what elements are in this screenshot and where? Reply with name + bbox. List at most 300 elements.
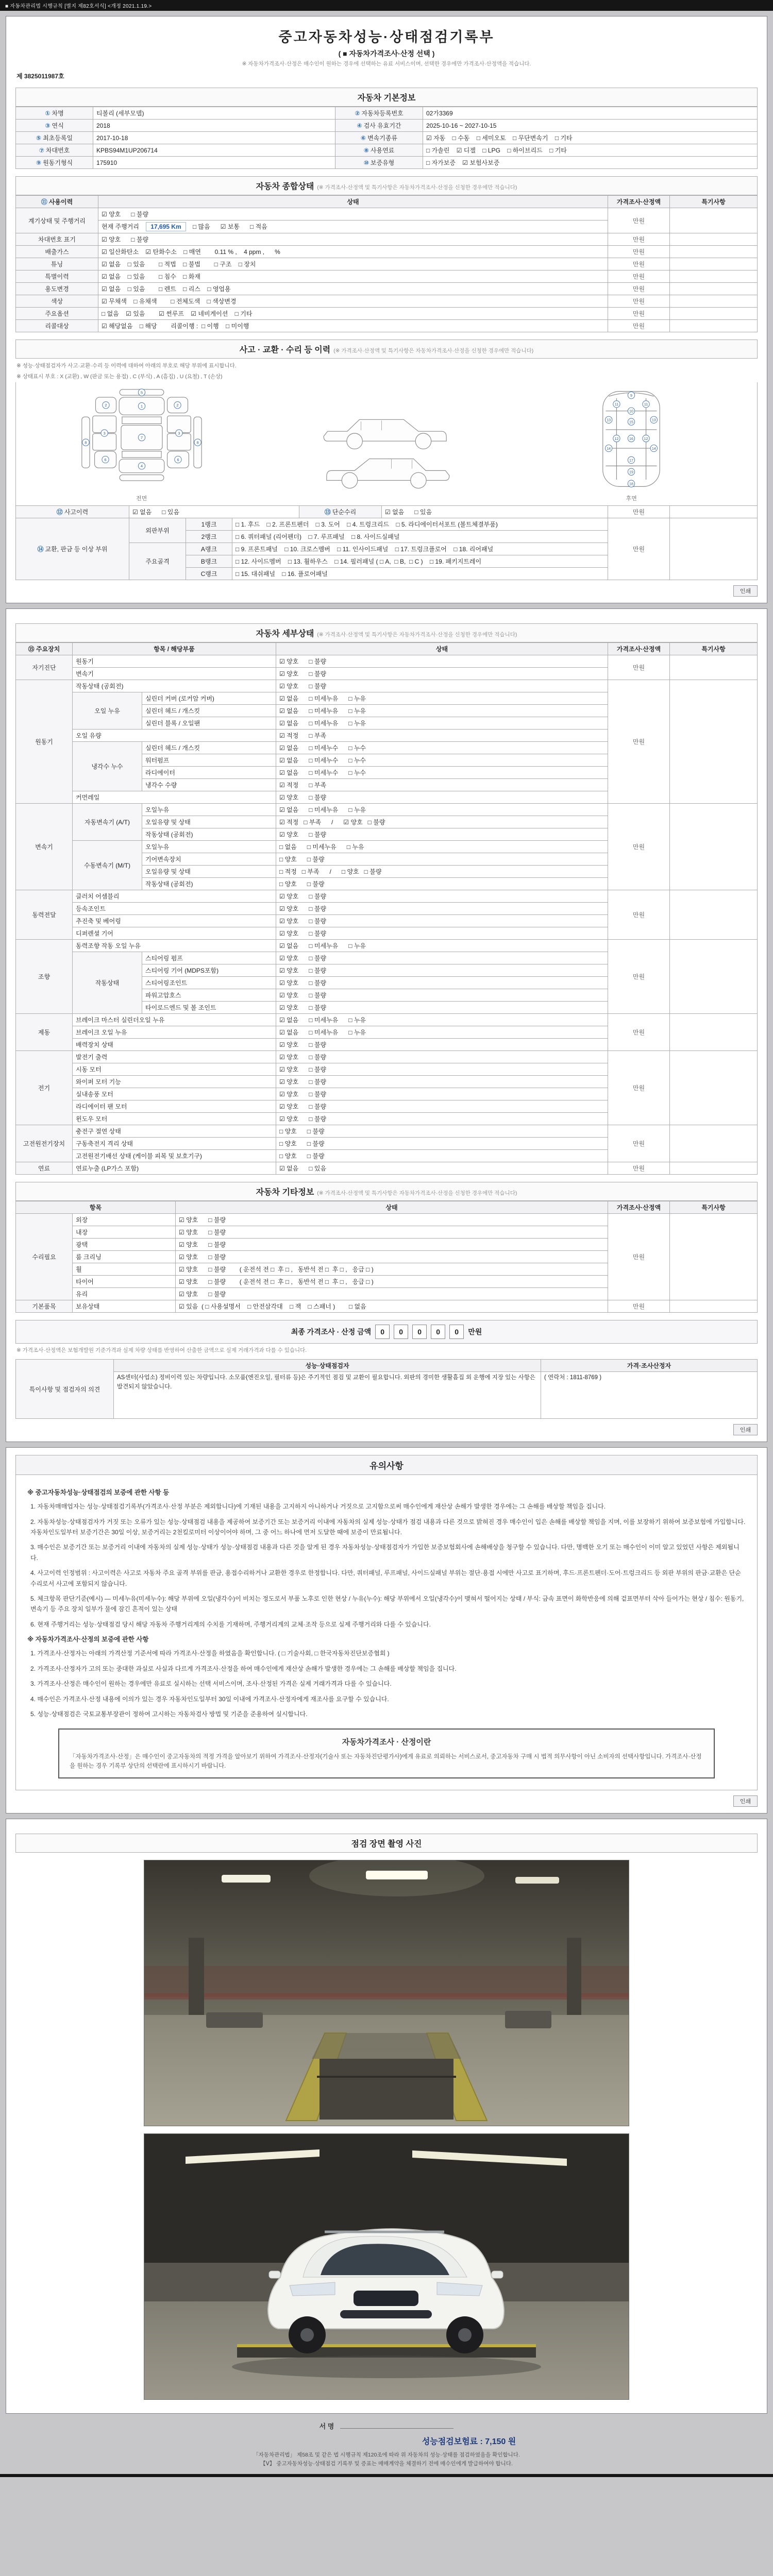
- item-name: 룸 크리닝: [73, 1251, 176, 1263]
- note-cell: [670, 518, 758, 580]
- note-cell: [670, 506, 758, 518]
- item-name: 타이어: [73, 1276, 176, 1288]
- status-checkboxes: ☑ 적정 □ 부족: [276, 730, 608, 742]
- price-digit: 0: [431, 1325, 445, 1339]
- item-name: 실린더 헤드 / 개스킷: [142, 705, 276, 717]
- price-cell: 만원: [608, 1125, 670, 1162]
- field-label: 특별이력: [16, 270, 98, 283]
- row: [16, 1125, 758, 1138]
- item-name: 작동상태 (공회전): [142, 878, 276, 890]
- row: [16, 233, 758, 246]
- svg-text:17: 17: [629, 458, 634, 463]
- mileage-label: 현재 주행거리: [102, 223, 139, 230]
- note-cell: [670, 940, 758, 1014]
- footer-line: 「자동차관리법」 제58조 및 같은 법 시행규칙 제120조에 따라 위 자동차의 성능·상태를 점검하였음을 확인합니다.: [253, 2451, 520, 2458]
- item-name: 오일누유: [142, 841, 276, 853]
- final-price-label: 최종 가격조사 · 산정 금액: [291, 1328, 372, 1336]
- item-name: 타이로드엔드 및 볼 조인트: [142, 1002, 276, 1014]
- price-cell: 만원: [608, 258, 670, 270]
- col-header: 가격조사·산정액: [608, 643, 670, 655]
- notice-item: 6. 현재 주행거리는 성능·상태점검 당시 해당 자동차 주행거리계의 수치를 기재하며, 주행거리계의 교체·조작 등으로 실제 주행거리와 다를 수 있습니다.: [30, 1620, 431, 1628]
- col-header: 상태: [176, 1201, 608, 1214]
- row: [16, 157, 758, 169]
- row: [16, 1372, 758, 1419]
- opinion-label: 특이사항 및 점검자의 의견: [16, 1360, 114, 1419]
- svg-text:12: 12: [644, 436, 648, 441]
- row: [16, 518, 758, 531]
- note-cell: [670, 320, 758, 332]
- price-cell: 만원: [608, 655, 670, 680]
- item-name: 원동기: [73, 655, 276, 668]
- field-label: ① 차명: [16, 107, 93, 120]
- checkbox-group: □ 없음 ☑ 있음 ☑ 썬루프 ☑ 네비게이션 □ 기타: [98, 308, 608, 320]
- svg-text:14: 14: [652, 446, 657, 451]
- col-header: ⑪ 사용이력: [16, 196, 98, 208]
- svg-text:12: 12: [614, 436, 619, 441]
- checkbox-group: ☑ 해당없음 □ 해당 리콜이행 : □ 이행 □ 미이행: [98, 320, 608, 332]
- status-checkboxes: ☑ 양호 □ 불량: [176, 1251, 608, 1263]
- status-checkboxes: □ 없음 □ 미세누유 □ 누유: [276, 841, 608, 853]
- final-price-row: [15, 1320, 758, 1344]
- checkbox-group: ☑ 없음 □ 있음 □ 렌트 □ 리스 □ 영업용: [98, 283, 608, 295]
- notice-subsection-title: ※ 중고자동차성능·상태점검의 보증에 관한 사항 등: [27, 1489, 170, 1496]
- status-checkboxes: ☑ 양호 □ 불량: [276, 1002, 608, 1014]
- col-header: 특기사항: [670, 1201, 758, 1214]
- item-name: 내장: [73, 1226, 176, 1239]
- field-label: ⑭ 교환, 판금 등 이상 부위: [16, 518, 129, 580]
- section-note: (※ 가격조사·산정액 및 특기사항은 자동차가격조사·산정을 신청한 경우에만 적습니다): [317, 184, 517, 191]
- notice-item: 2. 자동차성능·상태점검자가 거짓 또는 오류가 있는 성능·상태점검 내용을 제공하여 보증기간 또는 보증거리 이내에 자동차의 실제 성능·상태가 점검 내용과 다른 것으로 밝혀진 경우 매수인이 입은 손해를 배상할 책임을 지며, 이를 보장하기 위하여 보증보험에 가입합니다. 자동차인도일부터 보증기간은 30일 이상, 보증거리는 2천킬로미터 이상이어야 하며, 그 중 어느 하나에 먼저 도달한 때에 보증이 만료됩니다.: [30, 1518, 746, 1536]
- section-note: (※ 가격조사·산정액 및 특기사항은 자동차가격조사·산정을 신청한 경우에만 적습니다): [317, 632, 517, 638]
- device-group-label: 동력전달: [16, 890, 73, 940]
- item-subgroup: 냉각수 누수: [73, 742, 142, 791]
- item-name: 작동상태 (공회전): [73, 680, 276, 692]
- item-name: 라디에이터 팬 모터: [73, 1100, 276, 1113]
- notice-item: 5. 성능·상태점검은 국토교통부장관이 정하여 고시하는 자동차검사 방법 및 기준을 준용하여 실시합니다.: [30, 1710, 308, 1718]
- note-cell: [670, 1162, 758, 1175]
- note-cell: [670, 890, 758, 940]
- group-label: 기본품목: [16, 1300, 73, 1313]
- inspection-photo-vehicle-on-lift: [144, 2133, 629, 2400]
- status-checkboxes: ☑ 양호 □ 불량 ( 운전석 전 □ 후 □ , 동반석 전 □ 후 □ , 응급 □ ): [176, 1263, 608, 1276]
- form-code-text: ■ 자동차관리법 시행규칙 [별지 제82호서식] <개정 2021.1.19.>: [5, 4, 152, 9]
- field-label: ③ 연식: [16, 120, 93, 132]
- car-diagram-side: [309, 392, 464, 500]
- price-unit: 만원: [468, 1328, 482, 1336]
- status-checkboxes: ☑ 양호 □ 불량: [276, 1113, 608, 1125]
- item-name: 파워고압호스: [142, 989, 276, 1002]
- col-header: 특기사항: [670, 643, 758, 655]
- status-checkboxes: □ 양호 □ 불량: [276, 1138, 608, 1150]
- note-cell: [670, 208, 758, 233]
- panel-photos: [6, 1819, 767, 2414]
- svg-text:15: 15: [629, 420, 634, 425]
- status-checkboxes: ☑ 없음 □ 미세누유 □ 누유: [276, 804, 608, 816]
- field-value: 2025-10-16 ~ 2027-10-15: [423, 120, 758, 132]
- rear-label: 후면: [626, 496, 637, 502]
- signature-field[interactable]: [340, 2421, 453, 2429]
- bottom-edge-bar: [0, 2474, 773, 2477]
- accident-flags-table: [15, 505, 758, 518]
- item-name: 오일누유: [142, 804, 276, 816]
- svg-text:7: 7: [140, 435, 143, 440]
- checkbox-group: ☑ 무채색 □ 유채색 □ 전체도색 □ 색상변경: [98, 295, 608, 308]
- form-code-bar: [0, 0, 773, 11]
- item-name: 오일유량 및 상태: [142, 816, 276, 828]
- svg-text:11: 11: [615, 402, 619, 407]
- mileage-value: 17,695 Km: [146, 222, 186, 231]
- row: [16, 196, 758, 208]
- field-number: ②: [355, 110, 360, 117]
- item-name: 스티어링조인트: [142, 977, 276, 989]
- field-label: 주요옵션: [16, 308, 98, 320]
- status-checkboxes: □ 적정 □ 부족 / □ 양호 □ 불량: [276, 866, 608, 878]
- box-title: 자동차가격조사 · 산정이란: [342, 1738, 431, 1747]
- status-checkboxes: ☑ 양호 □ 불량: [276, 903, 608, 915]
- device-group-label: 변속기: [16, 804, 73, 890]
- inspector-opinion-text: AS센터(사업소) 정비이력 있는 차량입니다. 소모품(엔진오일, 필터류 등)은 주기적인 점검 및 교환이 필요합니다. 외판의 경미한 생활흠집 외 운행에 지장 있는 사항은 발견되지 않았습니다.: [114, 1372, 541, 1419]
- section-note: (※ 가격조사·산정액 및 특기사항은 자동차가격조사·산정을 신청한 경우에만 적습니다): [333, 348, 534, 354]
- section-title: 자동차 기본정보: [357, 94, 416, 103]
- item-name: 클러치 어셈블리: [73, 890, 276, 903]
- item-name: 작동상태 (공회전): [142, 828, 276, 841]
- field-label: 계기상태 및 주행거리: [16, 208, 98, 233]
- status-checkboxes: ☑ 양호 □ 불량: [176, 1239, 608, 1251]
- item-name: 휠: [73, 1263, 176, 1276]
- item-name: 보유상태: [73, 1300, 176, 1313]
- price-digit: 0: [375, 1325, 390, 1339]
- box-text: 「자동차가격조사·산정」은 매수인이 중고자동차의 적정 가격을 알아보기 위하여 가격조사·산정자(기술사 또는 자동차진단평가사)에게 유료로 의뢰하는 서비스로서, 중고자동차 구매 시 법적 의무사항이 아닌 소비자의 선택사항입니다. 가격조사·산정을 원하는 경우 기록부 상단의 선택란에 표시하시기 바랍니다.: [70, 1753, 702, 1770]
- checkbox-group: □ 많음 ☑ 보통 □ 적음: [192, 223, 267, 230]
- item-name: 브레이크 오일 누유: [73, 1026, 276, 1039]
- device-group-label: 연료: [16, 1162, 73, 1175]
- field-label: ② 자동차등록번호: [335, 107, 423, 120]
- status-checkboxes: ☑ 없음 □ 미세누유 □ 누유: [276, 705, 608, 717]
- row: [16, 804, 758, 816]
- svg-text:3: 3: [103, 431, 106, 436]
- item-name: 워터펌프: [142, 754, 276, 767]
- section-title: 자동차 세부상태: [256, 630, 314, 638]
- notice-subsection-title: ※ 자동차가격조사·산정의 보증에 관한 사항: [27, 1636, 149, 1643]
- item-name: 광택: [73, 1239, 176, 1251]
- field-value: 2017-10-18: [93, 132, 335, 144]
- svg-text:16: 16: [629, 436, 634, 441]
- svg-text:13: 13: [652, 418, 657, 422]
- notice-item: 4. 사고이력 인정범위 : 사고이력은 사고로 자동차 주요 골격 부위를 판금, 용접수리하거나 교환한 경우로 한정합니다. 다만, 쿼터패널, 루프패널, 사이드실패널 부위는 절단·용접 시에만 사고로 표기하며, 후드·프론트펜더·도어·트렁크리드 등 외판 부위의 판금·교환은 단순수리로서 사고에 포함되지 않습니다.: [30, 1569, 741, 1587]
- svg-text:14: 14: [607, 446, 611, 451]
- svg-text:4: 4: [140, 464, 143, 469]
- field-number: ①: [45, 110, 51, 117]
- print-button[interactable]: 인쇄: [733, 1424, 758, 1435]
- item-name: 변속기: [73, 668, 276, 680]
- row: [16, 246, 758, 258]
- print-button[interactable]: 인쇄: [733, 1795, 758, 1807]
- section-photos: [15, 1834, 758, 1853]
- status-checkboxes: ☑ 양호 □ 불량: [276, 952, 608, 964]
- col-header: 가격조사·산정액: [608, 196, 670, 208]
- price-cell: 만원: [608, 940, 670, 1014]
- item-name: 실린더 헤드 / 개스킷: [142, 742, 276, 754]
- item-name: 연료누출 (LP가스 포함): [73, 1162, 276, 1175]
- svg-text:9: 9: [630, 394, 633, 398]
- status-checkboxes: □ 양호 □ 불량: [276, 1125, 608, 1138]
- price-cell: 만원: [608, 208, 670, 233]
- field-value: 2018: [93, 120, 335, 132]
- svg-text:6: 6: [104, 457, 107, 462]
- price-cell: 만원: [608, 270, 670, 283]
- svg-text:1: 1: [140, 404, 143, 409]
- fee-value: 7,150 원: [485, 2437, 516, 2446]
- field-value: KPBS94M1UP206714: [93, 144, 335, 157]
- inspection-photo-lift-bay: [144, 1860, 629, 2126]
- status-checkboxes: ☑ 없음 □ 미세누유 □ 누유: [276, 717, 608, 730]
- price-cell: 만원: [608, 1051, 670, 1125]
- price-cell: 만원: [608, 890, 670, 940]
- item-subgroup: 오일 누유: [73, 692, 142, 730]
- row: [16, 680, 758, 692]
- status-checkboxes: ☑ 양호 □ 불량: [276, 1088, 608, 1100]
- device-group-label: 전기: [16, 1051, 73, 1125]
- field-label: 리콜대상: [16, 320, 98, 332]
- col-header: 가격·조사산정자: [541, 1360, 758, 1372]
- rank-label: 1랭크: [186, 518, 232, 531]
- field-label: 튜닝: [16, 258, 98, 270]
- row: [16, 940, 758, 952]
- row: [16, 132, 758, 144]
- rank-label: 2랭크: [186, 531, 232, 543]
- checkbox-group: ☑ 양호 □ 불량: [98, 233, 608, 246]
- section-title: 점검 장면 촬영 사진: [351, 1839, 422, 1849]
- item-name: 커먼레일: [73, 791, 276, 804]
- document-number: 제 3825011987호: [16, 73, 64, 80]
- note-cell: [670, 680, 758, 804]
- row: [16, 320, 758, 332]
- price-cell: 만원: [608, 506, 670, 518]
- front-label: 전면: [136, 496, 147, 502]
- status-checkboxes: ☑ 양호 □ 불량: [276, 680, 608, 692]
- car-diagram-exterior: [64, 387, 219, 504]
- svg-text:8: 8: [84, 440, 87, 445]
- status-checkboxes: ☑ 양호 □ 불량: [276, 1100, 608, 1113]
- item-name: 고전원전기배선 상태 (케이블 피복 및 보호기구): [73, 1150, 276, 1162]
- status-checkboxes: ☑ 양호 □ 불량: [276, 915, 608, 927]
- detail-state-table: [15, 642, 758, 1175]
- appraiser-opinion-text: ( 연락처 : 1811-8769 ): [541, 1372, 758, 1419]
- field-label: ⑤ 최초등록일: [16, 132, 93, 144]
- field-value: 175910: [93, 157, 335, 169]
- price-cell: 만원: [608, 283, 670, 295]
- checkbox-group: ☑ 없음 □ 있음: [382, 506, 608, 518]
- checkbox-group: ☑ 없음 □ 있음 □ 침수 □ 화재: [98, 270, 608, 283]
- note-cell: [670, 1014, 758, 1051]
- item-name: 라디에이터: [142, 767, 276, 779]
- col-header: 가격조사·산정액: [608, 1201, 670, 1214]
- notice-item: 4. 매수인은 가격조사·산정 내용에 이의가 있는 경우 자동차인도일부터 30일 이내에 가격조사·산정자에게 재조사를 요구할 수 있습니다.: [30, 1695, 389, 1703]
- field-label: 배출가스: [16, 246, 98, 258]
- group-label: 주요골격: [129, 543, 186, 580]
- basic-info-table: [15, 107, 758, 169]
- checkbox-group: □ 1. 후드 □ 2. 프론트펜더 □ 3. 도어 □ 4. 트렁크리드 □ 5. 라디에이터서포트 (볼트체결부품): [232, 518, 608, 531]
- section-title: 자동차 기타정보: [256, 1188, 314, 1197]
- item-name: 실린더 블록 / 오일팬: [142, 717, 276, 730]
- price-cell: 만원: [608, 680, 670, 804]
- price-cell: 만원: [608, 1214, 670, 1300]
- notice-item: 3. 매수인은 보증기간 또는 보증거리 이내에 자동차의 실제 성능·상태가 성능·상태점검 내용과 다른 것을 알게 된 경우 자동차성능·상태점검자가 가입한 보증보험회사에 손해배상을 청구할 수 있습니다. 다만, 명백한 오기 또는 매수인이 이미 알고 있었던 사항은 제외됩니다.: [30, 1544, 740, 1562]
- item-name: 등속조인트: [73, 903, 276, 915]
- price-cell: 만원: [608, 320, 670, 332]
- checkbox-group: □ 가솔린 ☑ 디젤 □ LPG □ 하이브리드 □ 기타: [423, 144, 758, 157]
- row: [16, 1214, 758, 1226]
- price-cell: 만원: [608, 518, 670, 580]
- col-header: 성능·상태점검자: [114, 1360, 541, 1372]
- row: [16, 208, 758, 221]
- checkbox-group: ☑ 없음 □ 있음 □ 적법 □ 불법 □ 구조 □ 장치: [98, 258, 608, 270]
- row: [16, 506, 758, 518]
- signature-box: [314, 2419, 459, 2433]
- note-cell: [670, 1051, 758, 1125]
- status-checkboxes: ☑ 없음 □ 미세누유 □ 누유: [276, 692, 608, 705]
- col-header: 상태: [276, 643, 608, 655]
- row: [16, 120, 758, 132]
- price-cell: 만원: [608, 246, 670, 258]
- device-group-label: 제동: [16, 1014, 73, 1051]
- field-label: 차대번호 표기: [16, 233, 98, 246]
- note-cell: [670, 283, 758, 295]
- item-name: 배력장치 상태: [73, 1039, 276, 1051]
- mileage-cell: [98, 221, 608, 233]
- section-etc-info: [15, 1182, 758, 1201]
- note-cell: [670, 308, 758, 320]
- section-note: (※ 가격조사·산정액 및 특기사항은 자동차가격조사·산정을 신청한 경우에만 적습니다): [317, 1190, 517, 1196]
- field-label: ⑬ 단순수리: [299, 506, 382, 518]
- status-checkboxes: □ 양호 □ 불량: [276, 878, 608, 890]
- price-survey-definition-box: [58, 1728, 715, 1778]
- field-label: ⑨ 원동기형식: [16, 157, 93, 169]
- status-checkboxes: ☑ 양호 □ 불량: [276, 964, 608, 977]
- field-value: 02가3369: [423, 107, 758, 120]
- item-name: 실내송풍 모터: [73, 1088, 276, 1100]
- svg-text:11: 11: [644, 402, 648, 407]
- item-name: 기어변속장치: [142, 853, 276, 866]
- section-title: 사고 · 교환 · 수리 등 이력: [239, 346, 331, 354]
- print-button[interactable]: 인쇄: [733, 585, 758, 597]
- status-checkboxes: ☑ 없음 □ 미세누수 □ 누수: [276, 754, 608, 767]
- col-header: 항목 / 해당부품: [73, 643, 276, 655]
- note-cell: [670, 1300, 758, 1313]
- checkbox-group: □ 6. 쿼터패널 (리어펜더) □ 7. 루프패널 □ 8. 사이드실패널: [232, 531, 608, 543]
- signature-label: 서 명: [319, 2422, 334, 2430]
- section-basic-info: [15, 88, 758, 107]
- status-checkboxes: ☑ 양호 □ 불량: [276, 668, 608, 680]
- item-name: 브레이크 마스터 실린더오일 누유: [73, 1014, 276, 1026]
- section-detail-state: [15, 623, 758, 642]
- panel-main-record: [6, 16, 767, 603]
- item-name: 오일 유량: [73, 730, 276, 742]
- status-checkboxes: ☑ 없음 □ 미세누수 □ 누수: [276, 742, 608, 754]
- fee-label: 성능점검보험료 :: [422, 2437, 483, 2446]
- checkbox-group: □ 12. 사이드멤버 □ 13. 휠하우스 □ 14. 필러패널 ( □ A, □ B, □ C ) □ 19. 패키지트레이: [232, 555, 608, 568]
- status-checkboxes: ☑ 양호 □ 불량: [276, 890, 608, 903]
- item-name: 발전기 출력: [73, 1051, 276, 1063]
- status-checkboxes: ☑ 없음 □ 미세누유 □ 누유: [276, 940, 608, 952]
- row: [16, 144, 758, 157]
- item-subgroup: 수동변속기 (M/T): [73, 841, 142, 890]
- field-label: ④ 검사 유효기간: [335, 120, 423, 132]
- row: [16, 1051, 758, 1063]
- device-group-label: 자기진단: [16, 655, 73, 680]
- svg-text:3: 3: [177, 431, 180, 436]
- title-note: ※ 자동차가격조사·산정은 매수인이 원하는 경우에 선택하는 유료 서비스이며, 선택한 경우에만 가격조사·산정액을 적습니다.: [242, 61, 531, 67]
- row: [16, 1162, 758, 1175]
- checkbox-group: ☑ 자동 □ 수동 □ 세미오토 □ 무단변속기 □ 기타: [423, 132, 758, 144]
- item-name: 윈도우 모터: [73, 1113, 276, 1125]
- row: [16, 643, 758, 655]
- item-name: 스티어링 펌프: [142, 952, 276, 964]
- field-label: 용도변경: [16, 283, 98, 295]
- device-group-label: 조향: [16, 940, 73, 1014]
- note-cell: [670, 1125, 758, 1162]
- checkbox-group: □ 자가보증 ☑ 보험사보증: [423, 157, 758, 169]
- status-checkboxes: ☑ 양호 □ 불량: [276, 1051, 608, 1063]
- status-checkboxes: ☑ 양호 □ 불량 ( 운전석 전 □ 후 □ , 동반석 전 □ 후 □ , 응급 □ ): [176, 1276, 608, 1288]
- status-checkboxes: ☑ 있음 ( □ 사용설명서 □ 안전삼각대 □ 잭 □ 스패너 ) □ 없음: [176, 1300, 608, 1313]
- col-header: 특기사항: [670, 196, 758, 208]
- item-name: 실린더 커버 (로커암 커버): [142, 692, 276, 705]
- status-checkboxes: ☑ 없음 □ 미세누유 □ 누유: [276, 1026, 608, 1039]
- car-diagrams: [15, 382, 758, 506]
- row: [16, 107, 758, 120]
- note-cell: [670, 295, 758, 308]
- footer-line: 【Ⅴ】 중고자동차성능·상태점검 기록부 및 증표는 매매계약을 체결하기 전에 매수인에게 발급하여야 합니다.: [260, 2461, 513, 2467]
- status-checkboxes: ☑ 양호 □ 불량: [276, 1076, 608, 1088]
- etc-info-table: [15, 1201, 758, 1313]
- price-cell: 만원: [608, 1014, 670, 1051]
- col-header: 항목: [16, 1201, 176, 1214]
- price-digit: 0: [394, 1325, 408, 1339]
- status-checkboxes: ☑ 적정 □ 부족 / ☑ 양호 □ 불량: [276, 816, 608, 828]
- price-cell: 만원: [608, 1300, 670, 1313]
- status-checkboxes: □ 양호 □ 불량: [276, 1150, 608, 1162]
- item-name: 외장: [73, 1214, 176, 1226]
- item-name: 추진축 및 베어링: [73, 915, 276, 927]
- note-cell: [670, 1214, 758, 1300]
- field-label: ⑫ 사고이력: [16, 506, 129, 518]
- svg-text:2: 2: [176, 403, 179, 408]
- price-cell: 만원: [608, 804, 670, 890]
- rank-label: B랭크: [186, 555, 232, 568]
- notice-body: [15, 1475, 758, 1790]
- overall-state-table: [15, 195, 758, 332]
- row: [16, 295, 758, 308]
- price-survey-select: ( ■ 자동차가격조사·산정 선택 ): [338, 49, 435, 58]
- row: [16, 655, 758, 668]
- status-checkboxes: ☑ 양호 □ 불량: [276, 655, 608, 668]
- field-label: 색상: [16, 295, 98, 308]
- field-label: ⑥ 변속기종류: [335, 132, 423, 144]
- note-cell: [670, 655, 758, 680]
- notice-title: 유의사항: [15, 1455, 758, 1475]
- car-diagram-underbody: [554, 387, 709, 504]
- svg-text:8: 8: [196, 440, 199, 445]
- status-checkboxes: ☑ 양호 □ 불량: [276, 828, 608, 841]
- panel-notices: [6, 1447, 767, 1814]
- panel-detail-state: [6, 608, 767, 1442]
- checkbox-group: ☑ 없음 □ 있음: [129, 506, 299, 518]
- price-cell: 만원: [608, 295, 670, 308]
- footer-legal-lines: [6, 2451, 767, 2469]
- col-header: 상태: [98, 196, 608, 208]
- section-accident-history: [15, 340, 758, 359]
